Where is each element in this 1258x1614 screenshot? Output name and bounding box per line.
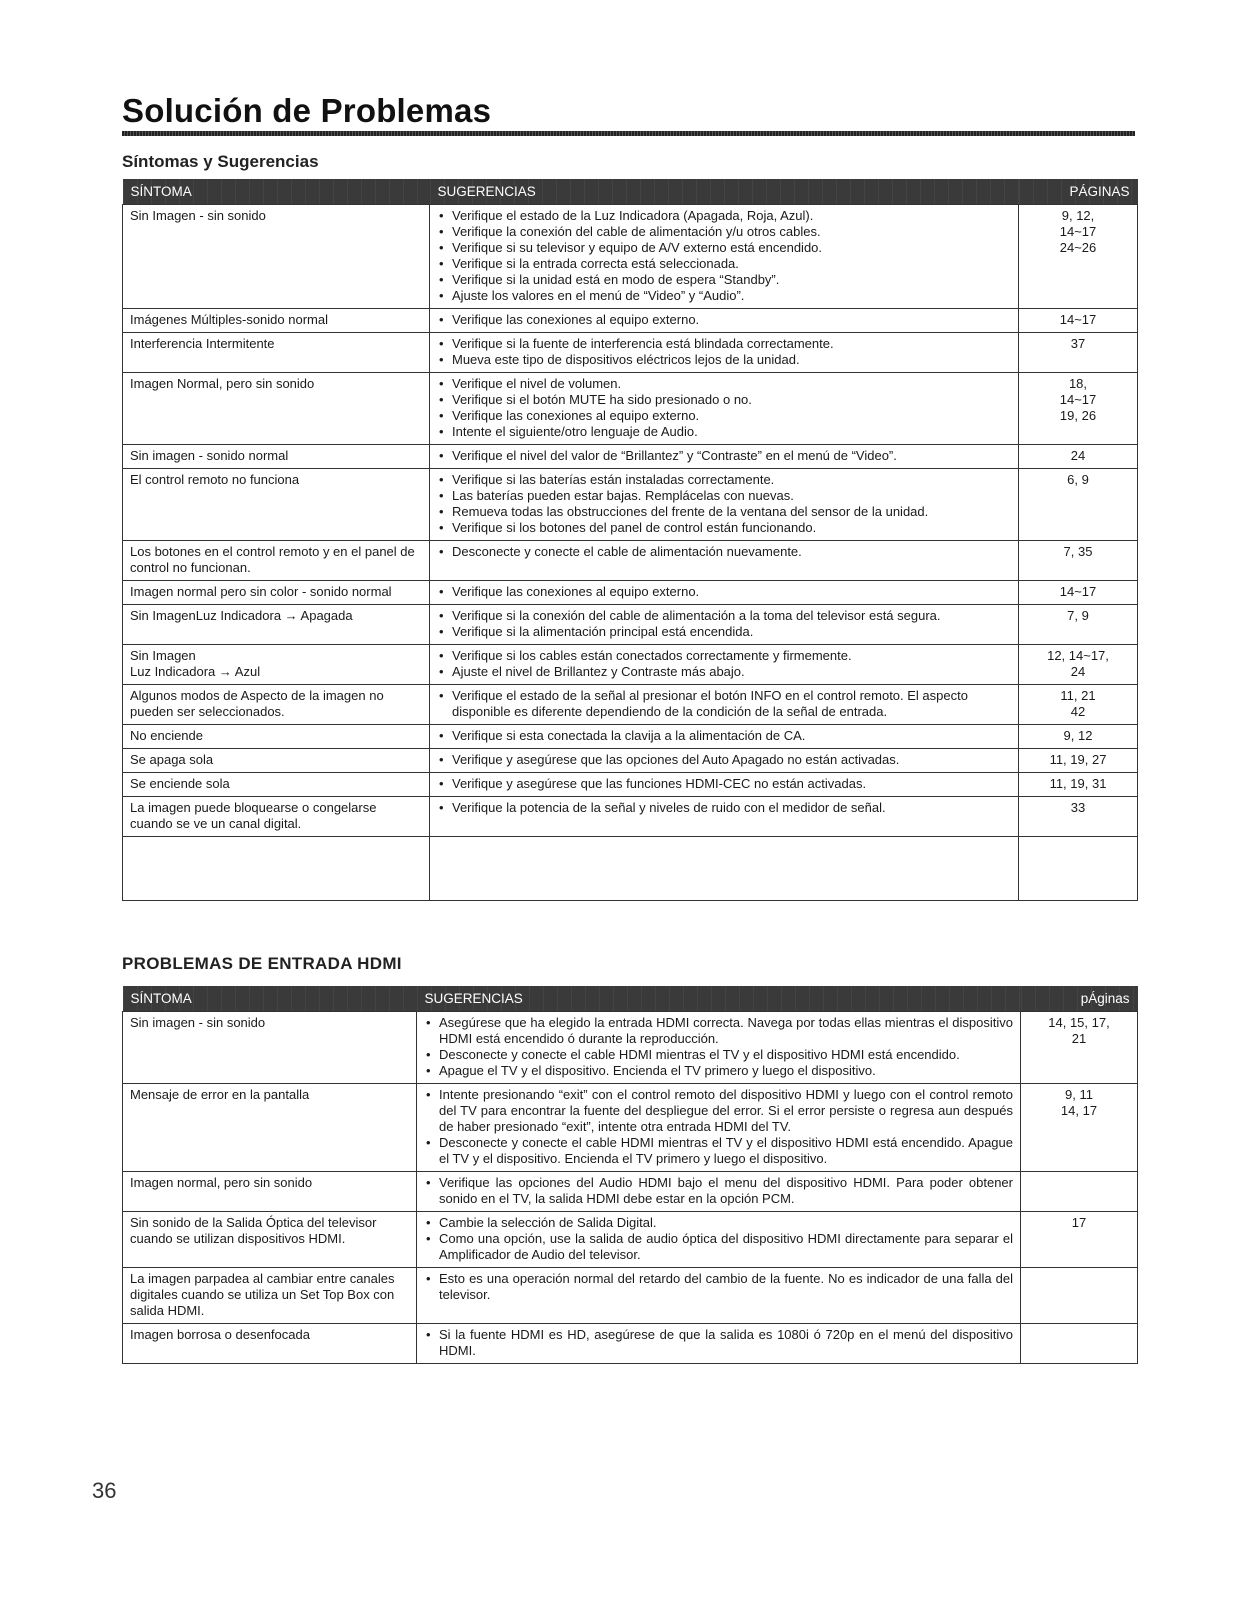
suggestion-item: • Verifique si los botones del panel de control están funcionando. — [437, 520, 1011, 536]
title-underline — [122, 131, 1135, 136]
page-reference: 14~17 — [1059, 224, 1097, 239]
symptom-cell — [123, 333, 430, 373]
page-reference: 11, 19, 27 — [1049, 752, 1107, 767]
suggestion-item: • Desconecte y conecte el cable de alimentación nuevamente. — [437, 544, 1011, 560]
suggestion-item: • Verifique las conexiones al equipo externo. — [437, 408, 1011, 424]
symptom-text: Sin Imagen - sin sonido — [130, 208, 266, 223]
page-reference: 19, 26 — [1059, 408, 1097, 423]
suggestion-item: • Cambie la selección de Salida Digital. — [424, 1215, 1013, 1231]
suggestion-list — [424, 1271, 1013, 1303]
suggestion-list — [437, 448, 1011, 464]
table-row — [123, 1084, 1138, 1172]
suggestion-item: • Verifique la conexión del cable de alimentación y/u otros cables. — [437, 224, 1011, 240]
suggestion-list — [437, 208, 1011, 304]
header-pages: PÁGINAS — [1019, 179, 1138, 205]
symptom-cell — [123, 469, 430, 541]
suggestion-item: • Verifique el nivel de volumen. — [437, 376, 1011, 392]
suggestion-list — [437, 688, 1011, 720]
symptom-text: Los botones en el control remoto y en el panel de control no funcionan. — [130, 544, 415, 575]
suggestion-list — [437, 376, 1011, 440]
suggestion-list — [437, 544, 1011, 560]
suggestion-item: • Asegúrese que ha elegido la entrada HDMI correcta. Navega por todas ellas mientras el dispositivo HDMI está encendido ó durante la reproducción. — [424, 1015, 1013, 1047]
symptom-text: No enciende — [130, 728, 203, 743]
suggestion-item: • Verifique si su televisor y equipo de A/V externo está encendido. — [437, 240, 1011, 256]
suggestion-item: • Intente el siguiente/otro lenguaje de Audio. — [437, 424, 1011, 440]
symptom-cell — [123, 837, 430, 901]
symptom-cell — [123, 541, 430, 581]
symptom-text: Se enciende sola — [130, 776, 230, 791]
symptom-text: Algunos modos de Aspecto de la imagen no pueden ser seleccionados. — [130, 688, 384, 719]
suggestion-list — [424, 1215, 1013, 1263]
table-row — [123, 469, 1138, 541]
hdmi-table-body — [123, 1012, 1138, 1364]
suggestions-cell — [430, 445, 1019, 469]
page-number: 36 — [92, 1478, 117, 1503]
page-reference: 24 — [1070, 664, 1086, 679]
suggestion-list — [424, 1327, 1013, 1359]
page-reference: 33 — [1070, 800, 1086, 815]
table-row — [123, 1172, 1138, 1212]
pages-cell — [1019, 797, 1138, 837]
symptom-cell — [123, 1212, 417, 1268]
header-symptom: SÍNTOMA — [123, 986, 417, 1012]
suggestions-cell — [430, 581, 1019, 605]
suggestions-cell — [430, 749, 1019, 773]
suggestion-item: • Remueva todas las obstrucciones del frente de la ventana del sensor de la unidad. — [437, 504, 1011, 520]
suggestions-cell — [417, 1012, 1021, 1084]
header-pages: pÁginas — [1021, 986, 1138, 1012]
suggestion-item: • Verifique y asegúrese que las funciones HDMI-CEC no están activadas. — [437, 776, 1011, 792]
hdmi-section-title: PROBLEMAS DE ENTRADA HDMI — [122, 954, 402, 973]
symptom-text: Sin sonido de la Salida Óptica del televisor cuando se utilizan dispositivos HDMI. — [130, 1215, 377, 1246]
table-row — [123, 685, 1138, 725]
page-reference: 17 — [1071, 1215, 1087, 1230]
table-row — [123, 749, 1138, 773]
suggestion-item: • Desconecte y conecte el cable HDMI mientras el TV y el dispositivo HDMI está encendido. Apague el TV y el dispositivo. Encienda el TV primero y luego el dispositivo. — [424, 1135, 1013, 1167]
symptom-cell — [123, 445, 430, 469]
page-reference: 9, 12 — [1063, 728, 1093, 743]
suggestions-cell — [430, 685, 1019, 725]
suggestions-cell — [430, 837, 1019, 901]
suggestions-cell — [430, 773, 1019, 797]
suggestion-item: • Desconecte y conecte el cable HDMI mientras el TV y el dispositivo HDMI está encendido. — [424, 1047, 1013, 1063]
suggestion-item: • Intente presionando “exit” con el control remoto del dispositivo HDMI y luego con el control remoto del TV para encontrar la fuente del despliegue del error. Si el error persiste o regresa aun después de haber presionado “exit”, intente otra entrada HDMI del TV. — [424, 1087, 1013, 1135]
page-reference: 7, 35 — [1063, 544, 1093, 559]
symptom-cell — [123, 1172, 417, 1212]
suggestions-cell — [417, 1084, 1021, 1172]
suggestions-cell — [430, 309, 1019, 333]
pages-cell — [1021, 1212, 1138, 1268]
pages-cell — [1021, 1268, 1138, 1324]
symptom-text: Interferencia Intermitente — [130, 336, 275, 351]
suggestion-item: • Verifique si la entrada correcta está seleccionada. — [437, 256, 1011, 272]
symptoms-table — [122, 179, 1138, 901]
symptom-cell — [123, 645, 430, 685]
table-row — [123, 1212, 1138, 1268]
symptom-text: Sin imagen - sin sonido — [130, 1015, 266, 1030]
suggestions-cell — [417, 1324, 1021, 1364]
page-reference: 6, 9 — [1067, 472, 1089, 487]
symptom-text: Sin Imagen — [130, 648, 196, 663]
symptom-text: Imágenes Múltiples-sonido normal — [130, 312, 328, 327]
symptom-text: Sin ImagenLuz Indicadora → Apagada — [130, 608, 353, 623]
suggestion-list — [424, 1175, 1013, 1207]
symptom-cell — [123, 373, 430, 445]
pages-cell — [1019, 205, 1138, 309]
symptom-cell — [123, 581, 430, 605]
symptom-text: El control remoto no funciona — [130, 472, 300, 487]
table-row — [123, 541, 1138, 581]
suggestion-list — [437, 312, 1011, 328]
pages-cell — [1019, 725, 1138, 749]
table-row — [123, 373, 1138, 445]
suggestion-item: • Verifique si la alimentación principal está encendida. — [437, 624, 1011, 640]
symptom-cell — [123, 605, 430, 645]
suggestion-list — [424, 1087, 1013, 1167]
suggestion-item: • Verifique si el botón MUTE ha sido presionado o no. — [437, 392, 1011, 408]
suggestion-item: • Verifique el nivel del valor de “Brillantez” y “Contraste” en el menú de “Video”. — [437, 448, 1011, 464]
pages-cell — [1019, 469, 1138, 541]
page-reference: 9, 12, — [1061, 208, 1095, 223]
section-subtitle: Síntomas y Sugerencias — [122, 152, 319, 171]
symptom-cell — [123, 685, 430, 725]
suggestions-cell — [430, 797, 1019, 837]
symptom-text: Se apaga sola — [130, 752, 214, 767]
table-row — [123, 333, 1138, 373]
suggestion-item: • Apague el TV y el dispositivo. Encienda el TV primero y luego el dispositivo. — [424, 1063, 1013, 1079]
page-reference: 12, 14~17, — [1047, 648, 1109, 663]
suggestions-cell — [417, 1212, 1021, 1268]
suggestions-cell — [430, 541, 1019, 581]
page-reference: 14~17 — [1059, 584, 1097, 599]
suggestion-item: • Verifique el estado de la Luz Indicadora (Apagada, Roja, Azul). — [437, 208, 1011, 224]
pages-cell — [1021, 1172, 1138, 1212]
pages-cell — [1019, 685, 1138, 725]
header-symptom: SÍNTOMA — [123, 179, 430, 205]
suggestion-item: • Las baterías pueden estar bajas. Remplácelas con nuevas. — [437, 488, 1011, 504]
pages-cell — [1019, 373, 1138, 445]
symptom-cell — [123, 1324, 417, 1364]
table-row — [123, 1012, 1138, 1084]
suggestion-list — [437, 776, 1011, 792]
symptom-cell — [123, 725, 430, 749]
table-header-row — [123, 179, 1138, 205]
suggestion-list — [437, 472, 1011, 536]
suggestion-item: • Verifique las conexiones al equipo externo. — [437, 312, 1011, 328]
table-row — [123, 797, 1138, 837]
page-reference: 9, 11 — [1065, 1087, 1093, 1102]
symptom-text: Imagen Normal, pero sin sonido — [130, 376, 315, 391]
hdmi-problems-table — [122, 986, 1138, 1364]
suggestions-cell — [430, 205, 1019, 309]
page-reference: 11, 21 — [1060, 688, 1096, 703]
suggestion-list — [437, 800, 1011, 816]
suggestions-cell — [417, 1268, 1021, 1324]
table-row — [123, 1324, 1138, 1364]
pages-cell — [1019, 333, 1138, 373]
symptom-text: Sin imagen - sonido normal — [130, 448, 289, 463]
page-reference: 14, 15, 17, — [1048, 1015, 1110, 1030]
table-row — [123, 645, 1138, 685]
pages-cell — [1019, 837, 1138, 901]
symptom-cell — [123, 1268, 417, 1324]
pages-cell — [1019, 773, 1138, 797]
suggestion-item: • Mueva este tipo de dispositivos eléctricos lejos de la unidad. — [437, 352, 1011, 368]
pages-cell — [1019, 605, 1138, 645]
suggestion-list — [437, 336, 1011, 368]
pages-cell — [1021, 1084, 1138, 1172]
suggestions-cell — [430, 469, 1019, 541]
table-row — [123, 445, 1138, 469]
pages-cell — [1021, 1324, 1138, 1364]
table-row — [123, 837, 1138, 901]
suggestions-cell — [430, 725, 1019, 749]
suggestion-item: • Verifique si la conexión del cable de alimentación a la toma del televisor está segura. — [437, 608, 1011, 624]
page-reference: 18, — [1068, 376, 1088, 391]
table-row — [123, 773, 1138, 797]
suggestion-item: • Esto es una operación normal del retardo del cambio de la fuente. No es indicador de una falla del televisor. — [424, 1271, 1013, 1303]
table-row — [123, 309, 1138, 333]
suggestion-list — [424, 1015, 1013, 1079]
pages-cell — [1019, 581, 1138, 605]
suggestion-list — [437, 752, 1011, 768]
page-reference: 11, 19, 31 — [1049, 776, 1107, 791]
table-header-row — [123, 986, 1138, 1012]
pages-cell — [1019, 645, 1138, 685]
table-row — [123, 1268, 1138, 1324]
pages-cell — [1019, 541, 1138, 581]
suggestion-item: • Ajuste los valores en el menú de “Video” y “Audio”. — [437, 288, 1011, 304]
suggestions-cell — [430, 373, 1019, 445]
suggestion-item: • Ajuste el nivel de Brillantez y Contraste más abajo. — [437, 664, 1011, 680]
suggestion-item: • Verifique si la fuente de interferencia está blindada correctamente. — [437, 336, 1011, 352]
symptom-cell — [123, 773, 430, 797]
suggestions-cell — [430, 333, 1019, 373]
suggestions-cell — [430, 645, 1019, 685]
pages-cell — [1019, 749, 1138, 773]
suggestion-item: • Verifique las opciones del Audio HDMI bajo el menu del dispositivo HDMI. Para poder obtener sonido en el TV, la salida HDMI debe estar en la opción PCM. — [424, 1175, 1013, 1207]
suggestion-list — [437, 608, 1011, 640]
pages-cell — [1019, 309, 1138, 333]
suggestions-cell — [417, 1172, 1021, 1212]
page-reference: 14~17 — [1059, 392, 1097, 407]
page-reference: 21 — [1071, 1031, 1087, 1046]
symptom-text: Mensaje de error en la pantalla — [130, 1087, 310, 1102]
page-reference: 14, 17 — [1060, 1103, 1098, 1118]
suggestion-item: • Verifique la potencia de la señal y niveles de ruido con el medidor de señal. — [437, 800, 1011, 816]
suggestion-item: • Verifique si esta conectada la clavija a la alimentación de CA. — [437, 728, 1011, 744]
symptom-text: Luz Indicadora → Azul — [130, 664, 261, 679]
suggestion-list — [437, 584, 1011, 600]
page-reference: 37 — [1070, 336, 1086, 351]
symptom-cell — [123, 749, 430, 773]
page-title: Solución de Problemas — [122, 92, 492, 129]
page-reference: 24 — [1070, 448, 1086, 463]
symptom-text: Imagen borrosa o desenfocada — [130, 1327, 310, 1342]
suggestion-item: • Verifique si la unidad está en modo de espera “Standby”. — [437, 272, 1011, 288]
suggestion-item: • Verifique las conexiones al equipo externo. — [437, 584, 1011, 600]
page-reference: 42 — [1070, 704, 1086, 719]
header-suggestions: SUGERENCIAS — [417, 986, 1021, 1012]
header-suggestions: SUGERENCIAS — [430, 179, 1019, 205]
symptom-text: La imagen parpadea al cambiar entre canales digitales cuando se utiliza un Set Top Box con salida HDMI. — [130, 1271, 395, 1318]
symptoms-table-body — [123, 205, 1138, 901]
symptom-cell — [123, 797, 430, 837]
suggestion-item: • Verifique si las baterías están instaladas correctamente. — [437, 472, 1011, 488]
table-row — [123, 205, 1138, 309]
suggestion-list — [437, 728, 1011, 744]
symptom-cell — [123, 1012, 417, 1084]
suggestion-item: • Si la fuente HDMI es HD, asegúrese de que la salida es 1080i ó 720p en el menú del dispositivo HDMI. — [424, 1327, 1013, 1359]
page-reference: 7, 9 — [1067, 608, 1089, 623]
suggestion-item: • Verifique y asegúrese que las opciones del Auto Apagado no están activadas. — [437, 752, 1011, 768]
pages-cell — [1021, 1012, 1138, 1084]
pages-cell — [1019, 445, 1138, 469]
page-reference: 14~17 — [1059, 312, 1097, 327]
table-row — [123, 605, 1138, 645]
symptom-cell — [123, 309, 430, 333]
page-reference: 24~26 — [1059, 240, 1097, 255]
suggestions-cell — [430, 605, 1019, 645]
table-row — [123, 581, 1138, 605]
symptom-cell — [123, 1084, 417, 1172]
symptom-text: Imagen normal pero sin color - sonido normal — [130, 584, 392, 599]
suggestion-item: • Verifique el estado de la señal al presionar el botón INFO en el control remoto. El aspecto disponible es diferente dependiendo de la condición de la señal de entrada. — [437, 688, 1011, 720]
symptom-text: Imagen normal, pero sin sonido — [130, 1175, 313, 1190]
table-row — [123, 725, 1138, 749]
symptom-text: La imagen puede bloquearse o congelarse cuando se ve un canal digital. — [130, 800, 377, 831]
suggestion-list — [437, 648, 1011, 680]
suggestion-item: • Verifique si los cables están conectados correctamente y firmemente. — [437, 648, 1011, 664]
symptom-cell — [123, 205, 430, 309]
suggestion-item: • Como una opción, use la salida de audio óptica del dispositivo HDMI directamente para separar el Amplificador de Audio del televisor. — [424, 1231, 1013, 1263]
